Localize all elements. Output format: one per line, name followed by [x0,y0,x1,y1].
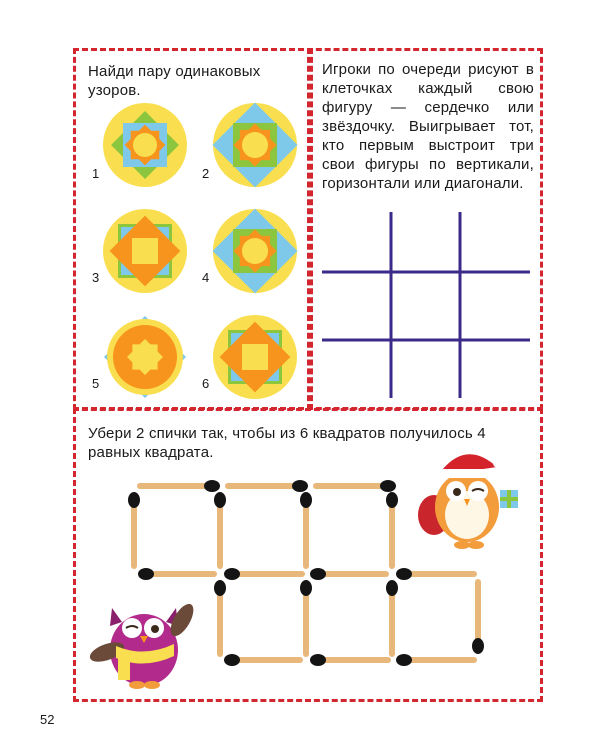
pattern-label-4: 4 [202,270,210,285]
matchstick[interactable] [228,480,308,492]
matchstick[interactable] [310,654,388,666]
page-number: 52 [40,712,55,727]
santa-owl-illustration [412,445,522,550]
matchstick[interactable] [214,580,226,654]
pattern-label-6: 6 [202,376,210,391]
pattern-5[interactable] [100,312,190,402]
matchsticks-instructions: Убери 2 спички так, чтобы из 6 квадратов получилось 4 равных квадрата. [88,425,486,461]
matchstick[interactable] [310,568,386,580]
matchstick[interactable] [140,480,220,492]
patterns-title: Найди пару одинаковых узоров. [88,63,261,99]
matchstick[interactable] [128,492,140,566]
matchstick[interactable] [300,492,312,566]
game-instructions: Игроки по очереди рисуют в клеточках каждый свою фигуру — сердечко или звёздочку. Выигрывает тот, кто первым выстроит три свои фигуры по вертикали, горизонтали или диагонали. [322,61,534,192]
purple-owl-illustration [82,590,207,690]
matchstick[interactable] [138,568,214,580]
pattern-label-5: 5 [92,376,100,391]
matchstick[interactable] [300,580,312,654]
matchstick[interactable] [472,582,484,654]
matchstick[interactable] [224,568,302,580]
pattern-label-3: 3 [92,270,100,285]
pattern-3[interactable] [100,206,190,296]
matchstick[interactable] [386,492,398,566]
matchstick[interactable] [224,654,300,666]
matchstick[interactable] [396,654,474,666]
matchstick[interactable] [386,580,398,654]
pattern-1[interactable] [100,100,190,190]
pattern-4[interactable] [210,206,300,296]
matchstick[interactable] [214,492,226,566]
pattern-6[interactable] [210,312,300,402]
pattern-label-2: 2 [202,166,210,181]
matchstick[interactable] [396,568,474,580]
matchstick[interactable] [316,480,396,492]
pattern-2[interactable] [210,100,300,190]
tic-tac-toe-grid[interactable] [320,210,532,400]
pattern-label-1: 1 [92,166,100,181]
